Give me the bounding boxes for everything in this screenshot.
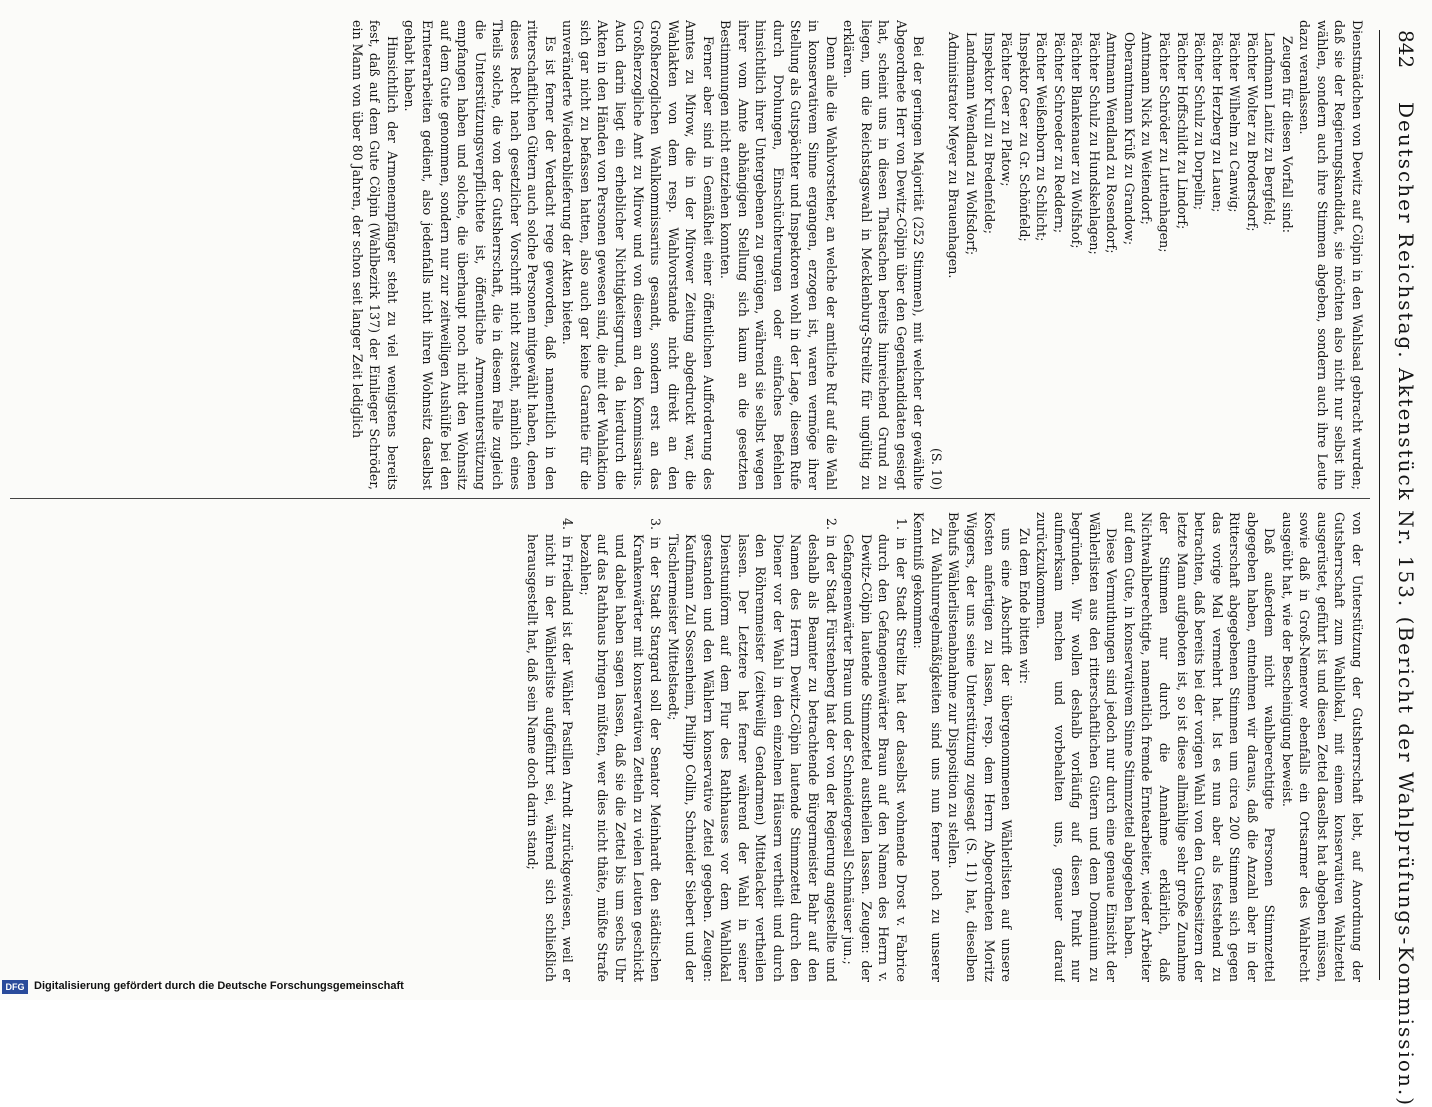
paragraph: Diese Vermuthungen sind jedoch nur durch eine genaue Einsicht der Wählerlisten aus den ritterschaftlichen Gütern und dem Domanium zu begründen. Wir wollen deshalb vorläufig auf diesen Punkt nur aufmerksam machen und vorbehalten uns, genauer darauf zurückzukommen. (1034, 512, 1120, 982)
column-divider (10, 498, 1370, 499)
paragraph: (S. 10) (928, 447, 944, 490)
right-text-column (16, 512, 1366, 982)
page-header (1388, 30, 1418, 1107)
paragraph: Amtmann Wendland zu Rosendorf; (1104, 32, 1120, 254)
paragraph: Pächter Schroeder zu Reddern; (1051, 32, 1067, 234)
funding-credit: Digitalisierung gefördert durch die Deutsche Forschungsgemeinschaft (34, 980, 404, 992)
paragraph: Administrator Meyer zu Brauenhagen. (946, 32, 962, 279)
paragraph: Bei der geringen Majorität (252 Stimmen), mit welcher der gewählte Abgeordnete Herr von Dewitz-Cölpin über den Gegenkandidaten gesiegt hat, scheint uns in diesen Thatsachen bereits hinreichend Grund zu liegen, um die Reichstagswahl in Mecklenburg-Strelitz für ungültig zu erklären. (841, 20, 927, 490)
paragraph: Pächter Schröder zu Luttenhagen; (1156, 32, 1172, 253)
paragraph: Pächter Wolter zu Brodersdorf; (1244, 32, 1260, 232)
list-item-text: in der Stadt Strelitz hat der daselbst wohnende Drost v. Fabrice durch den Gefangenenwärter Braun auf den Namen des Herrn v. Dewitz-Cölpin lautende Stimmzettel austheilen lassen. Zeugen: der Gefangenenwärter Braun und der Schneidergesell Schmäuser jun.; (841, 534, 909, 982)
paragraph: Pächter Herzberg zu Lauen; (1209, 32, 1225, 213)
paragraph: von der Unterstützung der Gutsherrschaft lebt, auf Anordnung der Gutsherrschaft zum Wahllokal, mit einem konservativen Wahlzettel ausgerüstet, geführt ist und diesen Zettel daselbst hat abgeben müssen, sowie daß in Groß-Nemerow ebenfalls ein Ortsarmer des Wahlrecht ausgeübt hat, wie der Bescheinigung beweist. (1279, 512, 1365, 982)
list-item-number: 2. (823, 518, 839, 531)
paragraph: Inspektor Krull zu Bredenfelde; (981, 32, 997, 234)
list-item-number: 4. (560, 518, 576, 531)
paragraph: Ferner aber sind in Gemäßheit einer öffentlichen Aufforderung des Amtes zu Mirow, die in der Mirower Zeitung abgedruckt war, die Wahlakten von dem resp. Wahlvorstande nicht direkt an den Großherzoglichen Wahlkommissarius gesandt, sondern erst an das Großherzogliche Amt zu Mirow und von diesem an den Kommissarius. Auch darin liegt ein erheblicher Nichtigkeitsgrund, da hierdurch die Akten in den Händen von Personen gewesen sind, die mit der Wahlaktion sich gar nicht zu befassen hatten, also auch gar keine Garantie für die unveränderte Wiederablieferung der Akten bieten. (560, 20, 716, 490)
list-item-number: 3. (648, 518, 664, 531)
paragraph: Landmann Lanitz zu Bergfeld; (1262, 32, 1278, 226)
list-item (664, 512, 839, 982)
paragraph: Pächter Schulz zu Dorpelin; (1192, 32, 1208, 211)
list-item (576, 512, 664, 982)
paragraph: Oberamtmann Krüß zu Grandow; (1121, 32, 1137, 246)
paragraph: Pächter Weißenborn zu Schlicht; (1034, 32, 1050, 242)
running-head: Deutscher Reichstag. Aktenstück Nr. 153. (Bericht der Wahlprüfungs-Kommission.) (1394, 102, 1418, 1107)
paragraph: Pächter Geer zu Platow; (999, 32, 1015, 187)
paragraph: Pächter Schulz zu Hundskehlagen; (1086, 32, 1102, 255)
paragraph: Pächter Hoffschildt zu Lindorf; (1174, 32, 1190, 230)
scan-edge-mark (1370, 992, 1430, 998)
digitization-footer (2, 978, 997, 998)
numbered-list (524, 512, 910, 982)
paragraph: Daß außerdem nicht wahlberechtigte Personen Stimmzettel abgegeben haben, entnehmen wir daraus, daß die Anzahl aber in der Ritterschaft abgegebenen Stimmen um circa 200 Stimmen sich gegen das vorige Mal vermehrt hat. Ist es nun aber als feststehend zu betrachten, daß bereits bei der vorigen Wahl von den Gutsbesitzern der letzte Mann aufgeboten ist, so ist diese allmählige sehr große Zunahme der Stimmen nur durch die Annahme erklärlich, daß Nichtwahlberechtigte, namentlich fremde Erntearbeiter, wieder Arbeiter auf dem Gute, in konservativem Sinne Stimmzettel abgegeben haben. (1121, 512, 1278, 982)
paragraph: Zeugen für diesen Vorfall sind: (1279, 36, 1295, 233)
list-item (524, 512, 577, 982)
paragraph: Pächter Blankenauer zu Wolfshof; (1069, 32, 1085, 249)
paragraph: Es ist ferner der Verdacht rege geworden, daß namentlich in den ritterschaftlichen Gütern auch solche Personen mitgewählt haben, denen dieses Recht nach gesetzlicher Vorschrift nicht zusteht, nämlich eines Theils solche, die von der Gutsherrschaft, die in diesem Falle zugleich die Unterstützungsverpflichtete ist, öffentliche Armenunterstützung empfangen haben und solche, die überhaupt noch nicht den Wohnsitz auf dem Gute genommen, sondern nur zur zeitweiligen Aushülfe bei den Ernteerarbeiten gedient, also jedenfalls nicht ihren Wohnsitz daselbst gehabt haben. (402, 20, 558, 490)
paragraph: uns eine Abschrift der übergenommenen Wählerlisten auf unsere Kosten anfertigen zu lassen, resp. dem Herrn Abgeordneten Moritz Wiggers, der uns seine Unterstützung zugesagt (S. 11) hat, dieselben Behufs Wählerlistenabnahme zur Disposition zu stellen. (946, 512, 1015, 982)
paragraph: Amtmann Nick zu Weitendorf; (1139, 32, 1155, 225)
list-item-text: in der Stadt Fürstenberg hat der von der Regierung angestellte und deshalb als Beamter zu betrachtende Bürgermeister Bahr auf den Namen des Herrn Dewitz-Cölpin lautende Stimmzettel durch den Diener vor der Wahl in den einzelnen Häusern vertheilt und durch den Röhrenmeister (zeitweilig Gendarmen) Mittelacker vertheilen lassen. Der Letztere hat ferner während der Wahl in seiner Dienstuniform auf dem Flur des Rathhauses vor dem Wahllokal gestanden und den Wählern konservative Zettel gegeben. Zeugen: Kaufmann Zul Sossenheim, Philipp Collin, Schneider Siebert und der Tischlermeister Mittelstaedt; (665, 534, 839, 982)
list-item-text: in Friedland ist der Wähler Pastillen Arndt zurückgewiesen, weil er nicht in der Wählerliste aufgeführt sei, während sich schließlich herausgestellt hat, daß sein Name doch darin stand; (525, 534, 576, 982)
paragraph: Zu dem Ende bitten wir: (1016, 528, 1032, 684)
paragraph: Dienstmädchen von Dewitz auf Cölpin in den Wahlsaal gebracht wurden; daß sie der Regierungskandidat, sie möchten also nicht nur selbst ihn wählen, sondern auch ihre Stimmen abgeben, sondern auch ihre Leute dazu veranlassen. (1297, 20, 1365, 490)
dfg-logo-icon: DFG (2, 980, 28, 994)
paragraph: Inspektor Geer zu Gr. Schönfeld; (1016, 32, 1032, 242)
page-number: 842 (1394, 30, 1418, 69)
list-item (840, 512, 910, 982)
paragraph: Pächter Wilhelm zu Canwig; (1227, 32, 1243, 213)
paragraph: Zu Wahlunregelmäßigkeiten sind uns nun ferner noch zu unserer Kenntniß gekommen: (911, 512, 944, 982)
list-item-text: in der Stadt Stargard soll der Senator Meinhardt den städtischen Krankenwärter mit konservativen Zetteln zu vielen Leuten geschickt und dabei haben sagen lassen, daß sie die Zettel bis um sechs Uhr auf das Rathhaus bringen müßten, wer dies nicht thäte, müßte Strafe bezahlen; (577, 534, 664, 982)
header-rule (1379, 30, 1380, 980)
left-text-column (16, 20, 1366, 490)
paragraph: Denn alle die Wahlvorsteher, an welche der amtliche Ruf auf die Wahl in konservativem Sinne ergangen, erzogen ist, waren vermöge ihrer Stellung als Gutspächter und Inspektoren wohl in der Lage, diesem Rufe durch Drohungen, Einschüchterungen oder einfaches Befehlen hinsichtlich ihrer Untergebenen zu genügen, während sie selbst wegen ihrer vom Amte abhängigen Stellung sich kaum an die gesetzten Bestimmungen nicht entziehen konnten. (718, 20, 839, 490)
paragraph: Landmann Wendland zu Wolfsdorf; (963, 32, 979, 256)
list-item-number: 1. (893, 518, 909, 531)
paragraph: Hinsichtlich der Armenempfänger steht zu viel wenigstens bereits fest, daß auf dem Gute Cölpin (Wahlbezirk 137) der Einlieger Schröder, ein Mann von über 80 Jahren, der schon seit langer Zeit lediglich (349, 20, 400, 490)
